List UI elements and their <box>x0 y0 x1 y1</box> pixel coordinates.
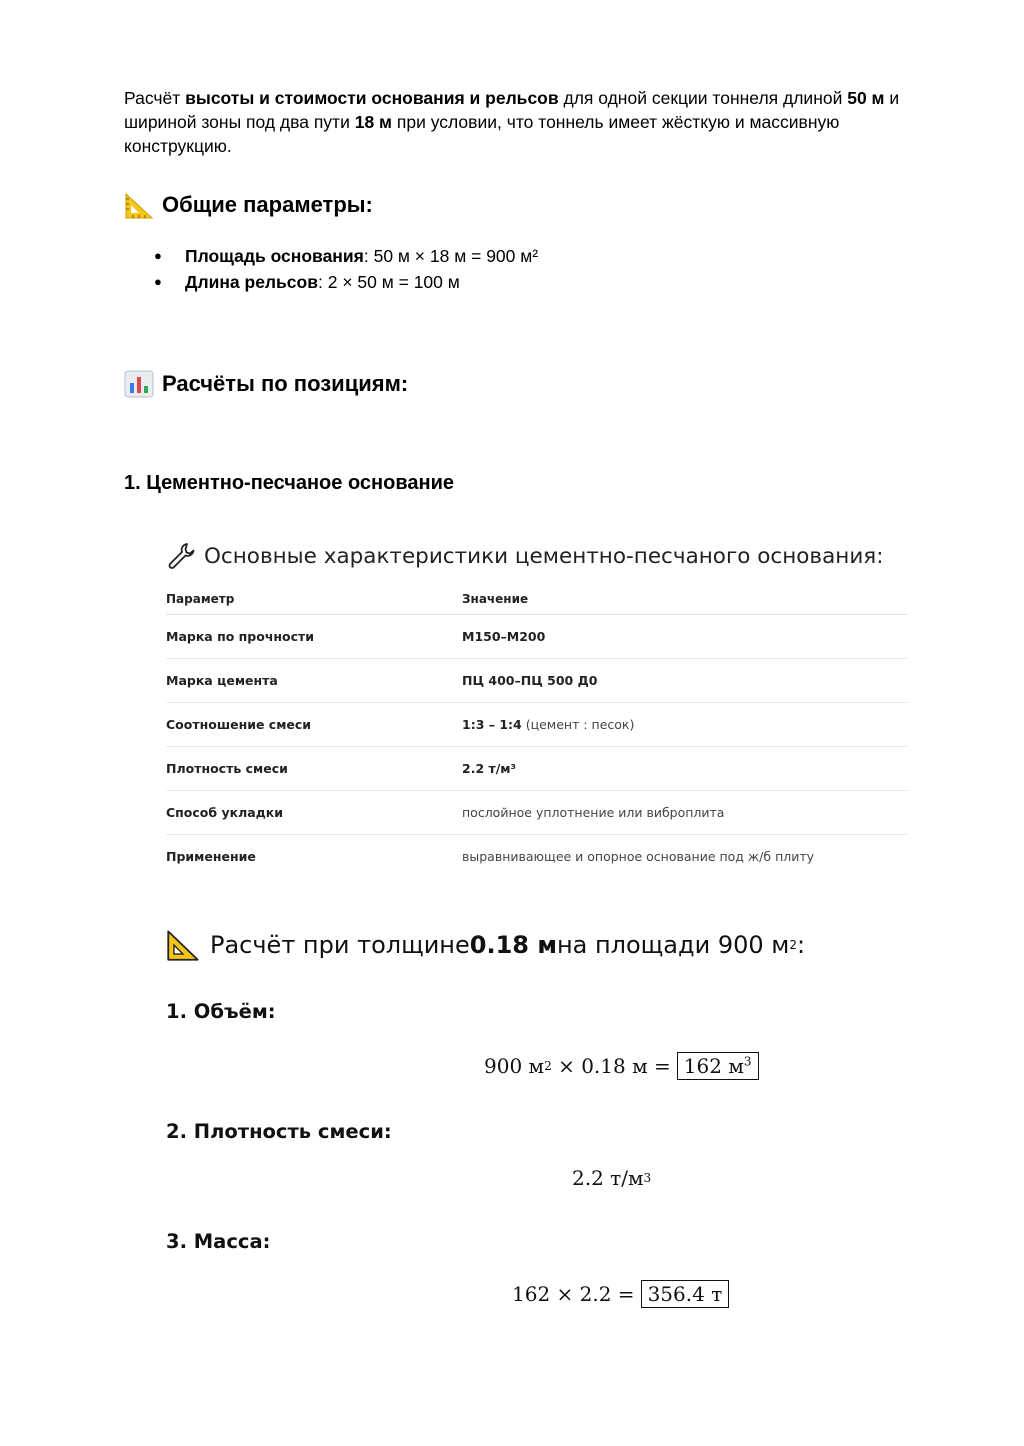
step-mass-label: 3. Масса: <box>166 1230 271 1253</box>
table-row: Марка цемента ПЦ 400–ПЦ 500 Д0 <box>166 659 908 703</box>
triangular-ruler-icon <box>166 928 200 962</box>
table-row: Способ укладки послойное уплотнение или виброплита <box>166 791 908 835</box>
volume-formula: 900 м 2 × 0.18 м = 162 $м^3$ <box>484 1052 759 1080</box>
bar-chart-icon <box>124 369 154 399</box>
mass-result: 356.4 т <box>641 1280 730 1308</box>
density-formula: 2.2 т/м 3 <box>572 1166 652 1190</box>
step-volume-label: 1. Объём: <box>166 1000 276 1023</box>
general-params-list <box>154 243 538 295</box>
general-params-heading: Общие параметры: <box>124 190 373 220</box>
characteristics-table <box>166 584 908 878</box>
table-row: Соотношение смеси 1:3 – 1:4 (цемент : песок) <box>166 703 908 747</box>
triangular-ruler-icon <box>124 190 154 220</box>
table-row: Плотность смеси 2.2 т/м³ <box>166 747 908 791</box>
wrench-icon <box>166 541 196 571</box>
list-item: ● Площадь основания: 50 м × 18 м = 900 м² <box>154 243 538 269</box>
volume-result: 162 $м^3$ <box>677 1052 759 1080</box>
calc-title: Расчёт при толщине 0.18 м на площади 900 м 2 : <box>166 928 805 962</box>
table-row: Применение выравнивающее и опорное основание под ж/б плиту <box>166 849 815 864</box>
list-item: ● Длина рельсов: 2 × 50 м = 100 м <box>154 269 538 295</box>
intro-paragraph: Расчёт высоты и стоимости основания и рельсов для одной секции тоннеля длиной 50 м и шириной зоны под два пути 18 м при условии, что тоннель имеет жёсткую и массивную конструкцию. <box>124 88 900 156</box>
section1-heading: 1. Цементно-песчаное основание <box>124 472 454 494</box>
table-header-row <box>166 584 908 615</box>
col-value: Значение <box>462 584 908 615</box>
table-row: Марка по прочности М150–М200 <box>166 615 908 659</box>
characteristics-title: Основные характеристики цементно-песчаного основания: <box>166 536 908 576</box>
col-param: Параметр <box>166 584 462 615</box>
step-density-label: 2. Плотность смеси: <box>166 1120 392 1143</box>
calcs-heading: Расчёты по позициям: <box>124 369 408 399</box>
characteristics-card <box>166 536 908 878</box>
mass-formula: 162 × 2.2 = 356.4 т <box>512 1280 729 1308</box>
